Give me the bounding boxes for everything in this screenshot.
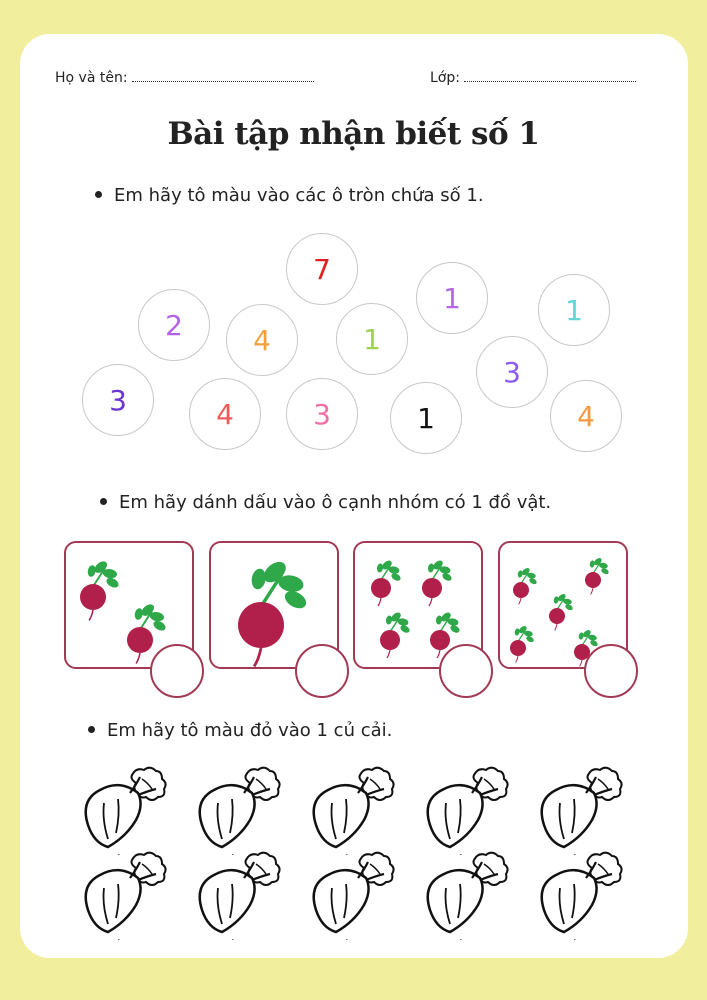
circle-number: 3 [503,355,521,389]
instruction-3 [88,720,392,741]
turnip-outline-icon[interactable] [534,765,628,855]
number-circle[interactable] [538,274,610,346]
turnip-outline-icon[interactable] [306,850,400,940]
circle-number: 4 [253,323,271,357]
number-circle[interactable] [286,378,358,450]
number-circle[interactable] [390,382,462,454]
circle-number: 7 [313,252,331,286]
turnip-outline-icon[interactable] [78,765,172,855]
turnip-outline-icon[interactable] [192,765,286,855]
circle-number: 1 [565,293,583,327]
turnip-outline-icon[interactable] [534,850,628,940]
turnip-outline-icon[interactable] [420,850,514,940]
checkbox-circle[interactable] [295,644,349,698]
class-field[interactable] [430,70,636,86]
circle-number: 3 [313,397,331,431]
number-circle[interactable] [476,336,548,408]
instruction-1 [95,185,484,206]
turnip-outline-icon[interactable] [78,850,172,940]
instruction-2-text: Em hãy dánh dấu vào ô cạnh nhóm có 1 đồ vật. [119,492,552,513]
bullet [100,498,107,505]
class-label: Lớp: [430,70,460,86]
number-circle[interactable] [189,378,261,450]
name-field[interactable] [55,70,314,86]
number-circle[interactable] [550,380,622,452]
name-label: Họ và tên: [55,70,128,86]
circle-number: 4 [577,399,595,433]
instruction-2 [100,492,551,513]
class-blank[interactable] [464,71,636,82]
circle-number: 1 [363,322,381,356]
page-title: Bài tập nhận biết số 1 [167,116,540,152]
checkbox-circle[interactable] [584,644,638,698]
number-circle[interactable] [416,262,488,334]
turnip-outline-icon[interactable] [192,850,286,940]
number-circle[interactable] [226,304,298,376]
bullet [95,191,102,198]
number-circle[interactable] [336,303,408,375]
turnip-outline-icon[interactable] [306,765,400,855]
circle-number: 4 [216,397,234,431]
instruction-3-text: Em hãy tô màu đỏ vào 1 củ cải. [107,720,393,741]
circle-number: 1 [443,281,461,315]
checkbox-circle[interactable] [150,644,204,698]
name-blank[interactable] [132,71,314,82]
number-circle[interactable] [138,289,210,361]
bullet [88,726,95,733]
checkbox-circle[interactable] [439,644,493,698]
circle-number: 1 [417,401,435,435]
turnip-outline-icon[interactable] [420,765,514,855]
instruction-1-text: Em hãy tô màu vào các ô tròn chứa số 1. [114,185,484,206]
circle-number: 2 [165,308,183,342]
number-circle[interactable] [82,364,154,436]
circle-number: 3 [109,383,127,417]
number-circle[interactable] [286,233,358,305]
